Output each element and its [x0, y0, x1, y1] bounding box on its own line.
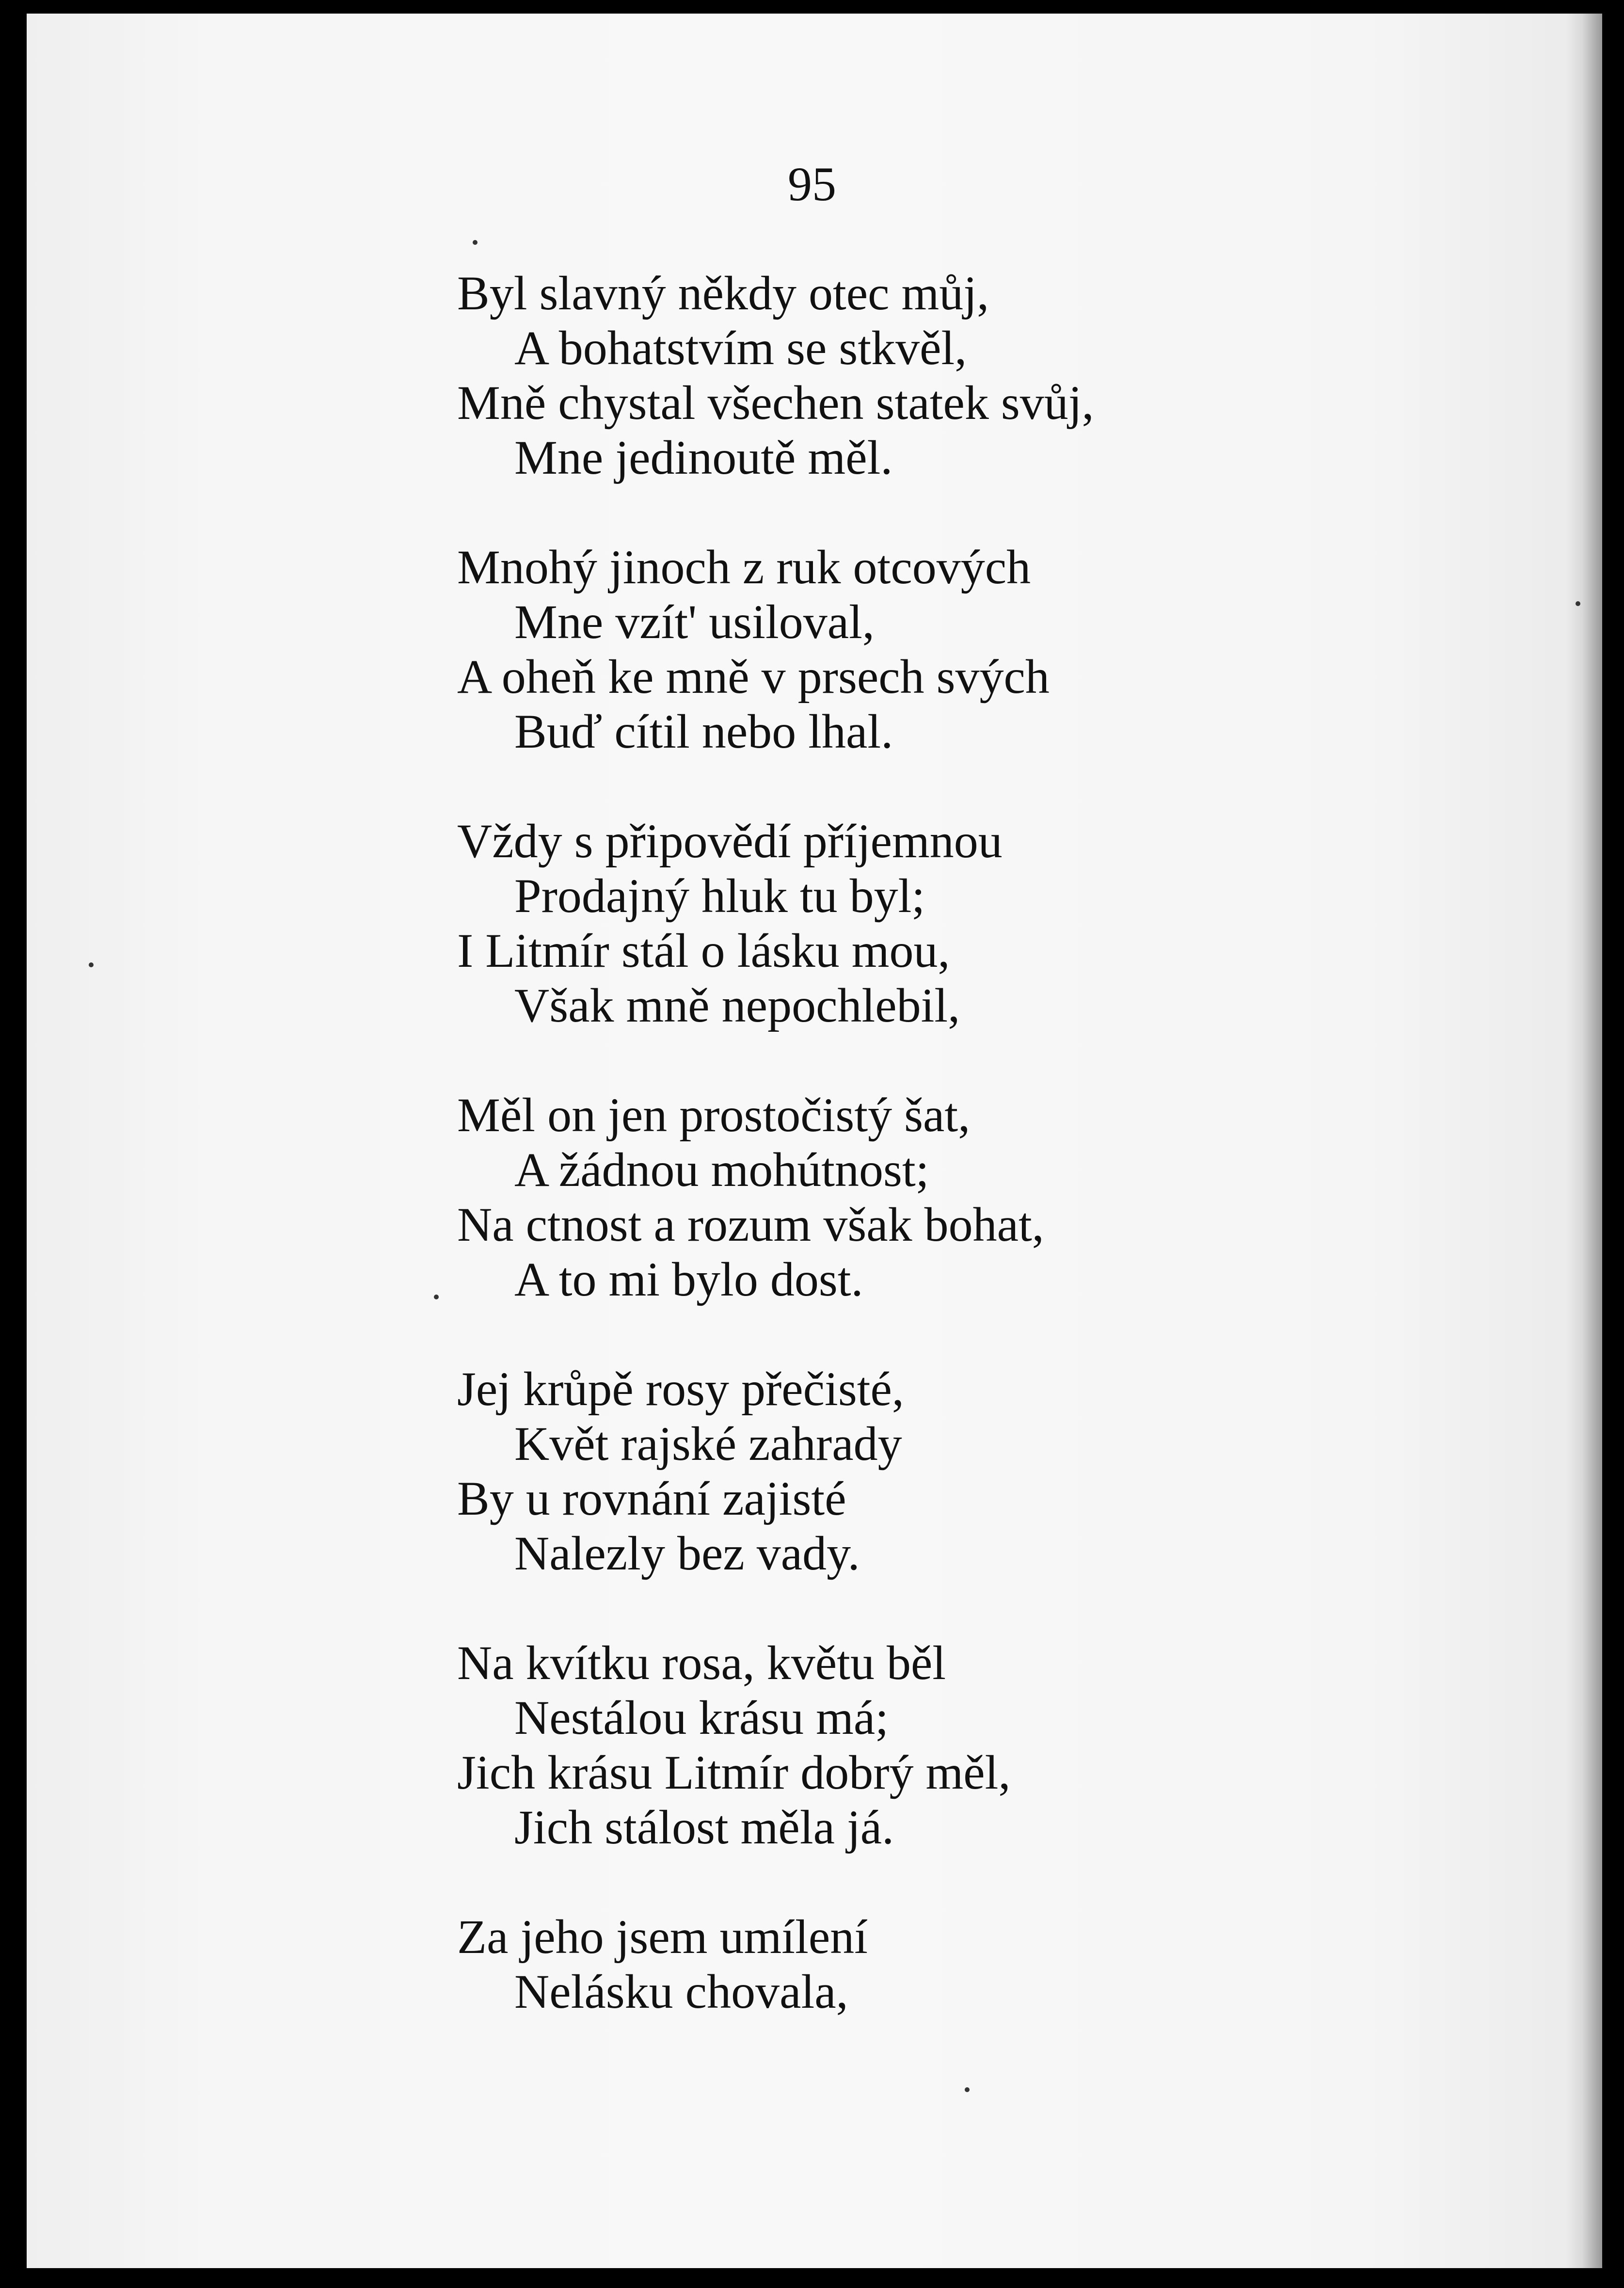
stanza-3 [457, 814, 1233, 1033]
poem-line: Jich stálost měla já. [514, 1800, 894, 1854]
poem-line: A žádnou mohútnost; [514, 1143, 929, 1197]
ink-speck [89, 962, 94, 967]
ink-speck [473, 240, 478, 245]
poem-line: Jej krůpě rosy přečisté, [457, 1362, 904, 1416]
poem-line: Na ctnost a rozum však bohat, [457, 1198, 1044, 1251]
stanza-2 [457, 540, 1233, 759]
page-edge-shadow [1566, 14, 1602, 2268]
poem-line: A bohatstvím se stkvěl, [514, 321, 967, 375]
poem-line: Květ rajské zahrady [514, 1417, 902, 1471]
poem-line: Vždy s připovědí příjemnou [457, 814, 1003, 868]
stanza-1 [457, 266, 1233, 485]
poem-line: Mně chystal všechen statek svůj, [457, 376, 1094, 430]
poem-body [457, 266, 1233, 2019]
poem-line: Nelásku chovala, [514, 1965, 848, 2018]
stanza-5 [457, 1361, 1233, 1581]
ink-speck [1576, 601, 1580, 606]
poem-line: Jich krásu Litmír dobrý měl, [457, 1745, 1011, 1799]
page-number: 95 [788, 157, 836, 211]
poem-line: Na kvítku rosa, květu běl [457, 1636, 946, 1690]
poem-line: Prodajný hluk tu byl; [514, 869, 925, 923]
stanza-6 [457, 1635, 1233, 1855]
poem-line: Mnohý jinoch z ruk otcových [457, 540, 1031, 594]
poem-line: By u rovnání zajisté [457, 1472, 846, 1525]
ink-speck [434, 1295, 439, 1299]
poem-line: Za jeho jsem umílení [457, 1910, 868, 1964]
poem-line: Byl slavný někdy otec můj, [457, 266, 989, 320]
stanza-7 [457, 1909, 1233, 2019]
poem-line: Mne jedinoutě měl. [514, 431, 893, 484]
poem-line: Však mně nepochlebil, [514, 978, 960, 1032]
poem-line: A oheň ke mně v prsech svých [457, 650, 1050, 704]
poem-line: Mne vzít' usiloval, [514, 595, 875, 649]
ink-speck [965, 2087, 970, 2092]
poem-line: A to mi bylo dost. [514, 1252, 863, 1306]
poem-line: Buď cítil nebo lhal. [514, 704, 893, 758]
poem-line: Měl on jen prostočistý šat, [457, 1088, 971, 1142]
poem-line: I Litmír stál o lásku mou, [457, 924, 950, 977]
poem-line: Nalezly bez vady. [514, 1526, 860, 1580]
poem-line: Nestálou krásu má; [514, 1691, 889, 1744]
stanza-4 [457, 1088, 1233, 1307]
